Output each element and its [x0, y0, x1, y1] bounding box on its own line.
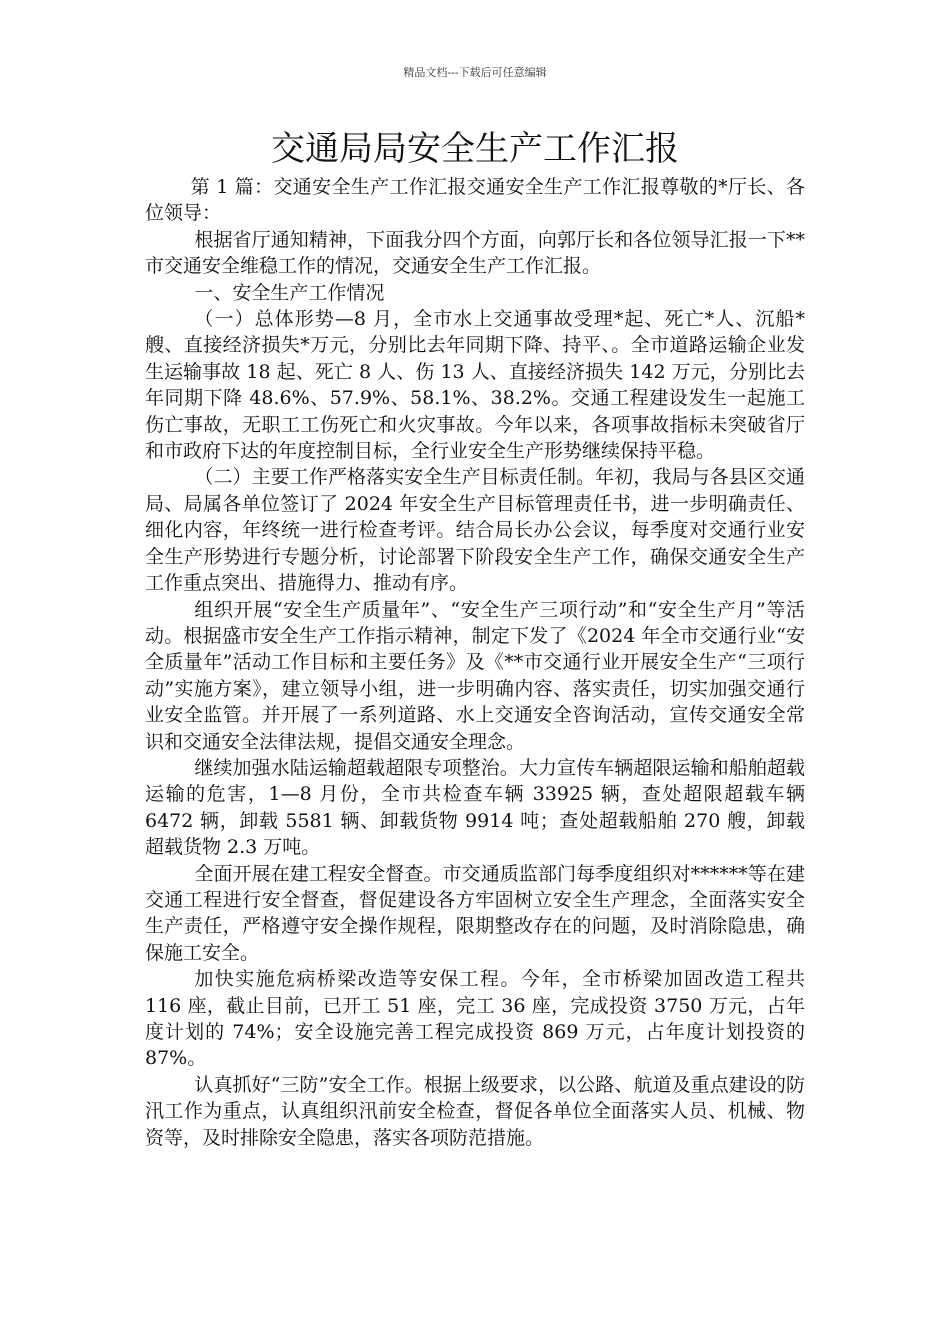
paragraph-flood-prevention: 认真抓好“三防”安全工作。根据上级要求，以公路、航道及重点建设的防汛工作为重点，认真组织汛前安全检查，督促各单位全面落实人员、机械、物资等，及时排除安全隐患，落实各项防范措施。 — [145, 1073, 805, 1149]
paragraph-main-work: （二）主要工作严格落实安全生产目标责任制。年初，我局与各县区交通局、局属各单位签订了 2024 年安全生产目标管理责任书，进一步明确责任、细化内容，年终统一进行检查考评。结合局长办公会议，每季度对交通行业安全生产形势进行专题分析，讨论部署下阶段安全生产工作，确保交通安全生产工作重点突出、措施得力、推动有序。 — [145, 466, 805, 595]
paragraph-overall-situation: （一）总体形势—8 月，全市水上交通事故受理*起、死亡*人、沉船*艘、直接经济损失*万元，分别比去年同期下降、持平、。全市道路运输企业发生运输事故 18 起、死亡 8 人、伤 13 人、直接经济损失 142 万元，分别比去年同期下降 48.6%、57.9%、58.1%、38.2%。交通工程建设发生一起施工伤亡事故，无职工工伤死亡和火灾事故。今年以来，各项事故指标未突破省厅和市政府下达的年度控制目标，全行业安全生产形势继续保持平稳。 — [145, 308, 805, 463]
paragraph-construction-inspection: 全面开展在建工程安全督查。市交通质监部门每季度组织对******等在建交通工程进行安全督查，督促建设各方牢固树立安全生产理念，全面落实安全生产责任，严格遵守安全操作规程，限期整改存在的问题，及时消除隐患，确保施工安全。 — [145, 862, 805, 964]
paragraph-bridge-renovation: 加快实施危病桥梁改造等安保工程。今年，全市桥梁加固改造工程共 116 座，截止目前，已开工 51 座，完工 36 座，完成投资 3750 万元，占年度计划的 74%；安全设施完善工程完成投资 869 万元，占年度计划投资的 87%。 — [145, 968, 805, 1070]
paragraph-overload-control: 继续加强水陆运输超载超限专项整治。大力宣传车辆超限运输和船舶超载运输的危害，1—8 月份，全市共检查车辆 33925 辆，查处超限超载车辆 6472 辆，卸载 5581 辆、卸载货物 9914 吨；查处超载船舶 270 艘，卸载超载货物 2.3 万吨。 — [145, 756, 805, 859]
document-title: 交通局局安全生产工作汇报 — [271, 129, 679, 169]
page-header-note: 精品文档---下载后可任意编辑 — [403, 66, 547, 79]
paragraph-activities: 组织开展“安全生产质量年”、“安全生产三项行动”和“安全生产月”等活动。根据盛市安全生产工作指示精神，制定下发了《2024 年全市交通行业“安全质量年”活动工作目标和主要任务》及《**市交通行业开展安全生产“三项行动”实施方案》，建立领导小组，进一步明确内容、落实责任，切实加强交通行业安全监管。并开展了一系列道路、水上交通安全咨询活动，宣传交通安全常识和交通安全法律法规，提倡交通安全理念。 — [145, 598, 805, 753]
document-body — [145, 174, 805, 1151]
paragraph-intro: 根据省厅通知精神，下面我分四个方面，向郭厅长和各位领导汇报一下**市交通安全维稳工作的情况，交通安全生产工作汇报。 — [145, 228, 805, 278]
section-heading: 一、安全生产工作情况 — [194, 281, 385, 304]
paragraph-opening: 第 1 篇：交通安全生产工作汇报交通安全生产工作汇报尊敬的*厅长、各位领导： — [145, 176, 805, 225]
